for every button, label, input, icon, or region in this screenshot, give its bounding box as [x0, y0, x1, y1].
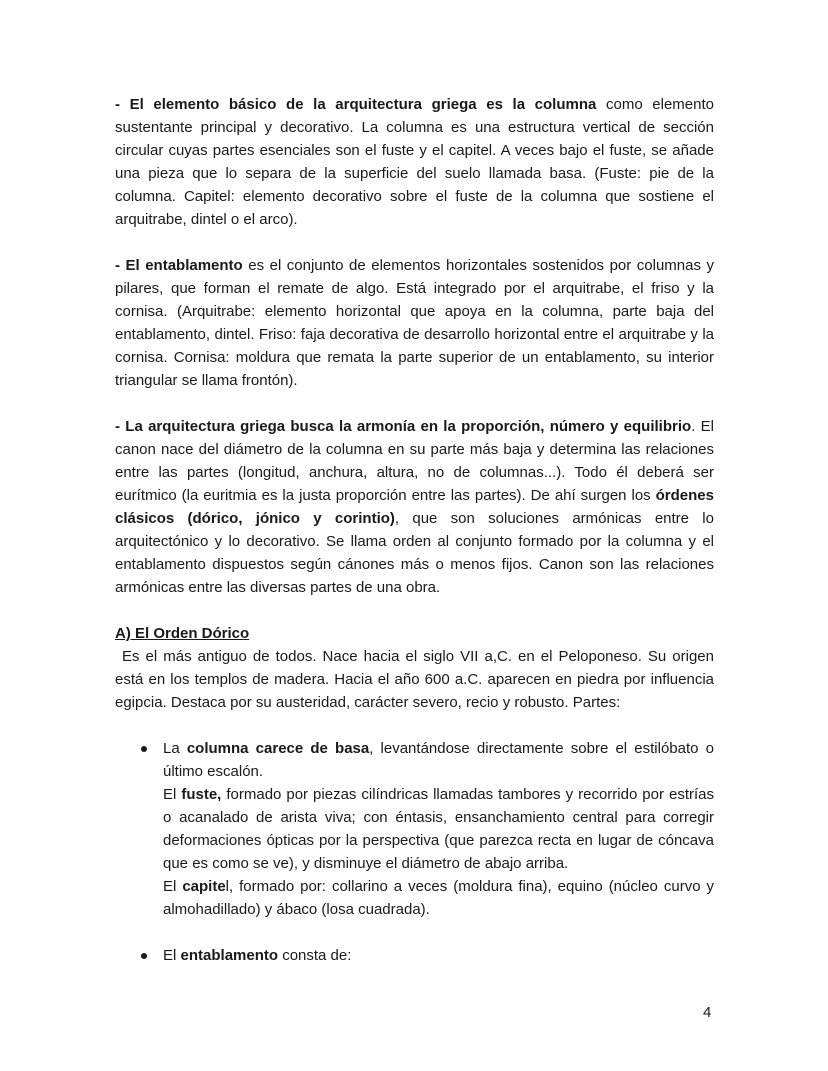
- bullet-line-entablamento: [163, 944, 714, 967]
- bold-text: capite: [182, 878, 226, 895]
- body-text: La: [163, 740, 187, 757]
- body-text: El: [163, 786, 182, 803]
- bold-text: - El elemento básico de la arquitectura griega es la columna: [115, 96, 597, 113]
- bullet-icon: [141, 953, 147, 959]
- bold-text: fuste,: [181, 786, 222, 803]
- paragraph-armonia: [115, 415, 714, 599]
- bullet-list: [115, 737, 714, 967]
- body-text: El: [163, 947, 181, 964]
- bold-text: columna carece de basa: [186, 740, 370, 757]
- page-number: 4: [703, 1004, 712, 1021]
- bullet-line-capitel: [163, 875, 714, 921]
- body-text: . El canon nace del diámetro de la columna en su parte más baja y determina las relaciones entre las partes (longitud, anchura, altura, no de columnas...). Todo él deberá ser eurítmico (la euritmia es la justa proporción entre las partes). De ahí surgen los: [115, 418, 714, 504]
- bold-text: - El entablamento: [115, 257, 243, 274]
- bold-text: - La arquitectura griega busca la armonía en la proporción, número y equilibrio: [115, 418, 692, 435]
- body-text: como elemento sustentante principal y decorativo. La columna es una estructura vertical de sección circular cuyas partes esenciales son el fuste y el capitel. A veces bajo el fuste, se añade una pieza que lo separa de la superficie del suelo llamada basa. (Fuste: pie de la columna. Capitel: elemento decorativo sobre el fuste de la columna que sostiene el arquitrabe, dintel o el arco).: [115, 96, 714, 228]
- section-heading: A) El Orden Dórico: [115, 625, 250, 642]
- body-text: , levantándose directamente sobre el estilóbato o último escalón.: [163, 740, 714, 780]
- bold-text: entablamento: [180, 947, 279, 964]
- bullet-line-basa: [163, 737, 714, 783]
- body-text: es el conjunto de elementos horizontales sostenidos por columnas y pilares, que forman el remate de algo. Está integrado por el arquitrabe, el friso y la cornisa. (Arquitrabe: elemento horizontal que apoya en la columna, parte baja del entablamento, dintel. Friso: faja decorativa de desarrollo horizontal entre el arquitrabe y la cornisa. Cornisa: moldura que remata la parte superior de un entablamento, su interior triangular se llama frontón).: [115, 257, 714, 389]
- section-intro: Es el más antiguo de todos. Nace hacia el siglo VII a,C. en el Peloponeso. Su origen está en los templos de madera. Hacia el año 600 a.C. aparecen en piedra por influencia egipcia. Destaca por su austeridad, carácter severo, recio y robusto. Partes:: [115, 648, 714, 711]
- bold-text: órdenes clásicos (dórico, jónico y corintio): [115, 487, 714, 527]
- body-text: consta de:: [278, 947, 352, 964]
- body-text: l, formado por: collarino a veces (moldura fina), equino (núcleo curvo y almohadillado) y ábaco (losa cuadrada).: [163, 878, 714, 918]
- bullet-icon: [141, 746, 147, 752]
- body-text: , que son soluciones armónicas entre lo arquitectónico y lo decorativo. Se llama orden al conjunto formado por la columna y el entablamento dispuestos según cánones más o menos fijos. Canon son las relaciones armónicas entre las diversas partes de una obra.: [115, 510, 714, 596]
- paragraph-entablamento: [115, 254, 714, 392]
- paragraph-columna: [115, 93, 714, 231]
- bullet-line-fuste: [163, 783, 714, 875]
- list-item-columna: [115, 737, 714, 921]
- list-item-entablamento: [115, 944, 714, 967]
- body-text: formado por piezas cilíndricas llamadas tambores y recorrido por estrías o acanalado de arista viva; con éntasis, ensanchamiento central para corregir deformaciones ópticas por la perspectiva (que parezca recta en lugar de cóncava que es como se ve), y disminuye el diámetro de abajo arriba.: [163, 786, 714, 872]
- document-page: [115, 93, 714, 990]
- body-text: El: [163, 878, 183, 895]
